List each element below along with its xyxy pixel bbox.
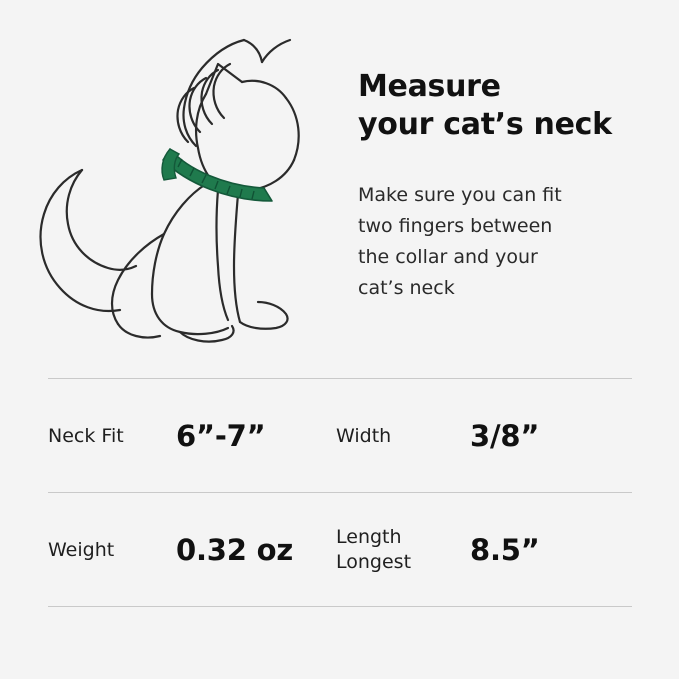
page-title: [358, 68, 668, 144]
neck-fit-value: 6”-7”: [176, 418, 266, 453]
spec-row-1: [48, 379, 632, 492]
cat-illustration: [10, 18, 340, 358]
neck-fit-label-cell: [48, 424, 176, 448]
width-value: 3/8”: [470, 418, 540, 453]
divider-bottom: [48, 606, 632, 607]
hand-illustration: [177, 40, 290, 146]
instruction-text: [358, 180, 658, 304]
width-value-cell: [470, 419, 620, 453]
headline-line-1: Measure: [358, 69, 501, 104]
weight-label-cell: [48, 538, 176, 562]
weight-label: Weight: [48, 538, 115, 561]
instruction-line-1: Make sure you can fit: [358, 184, 562, 206]
weight-value-cell: [176, 533, 336, 567]
neck-fit-value-cell: [176, 419, 336, 453]
length-value-cell: [470, 533, 620, 567]
instruction-line-3: the collar and your: [358, 246, 538, 268]
instruction-line-4: cat’s neck: [358, 277, 455, 299]
width-label-cell: [336, 424, 470, 448]
width-label: Width: [336, 424, 392, 447]
length-label-line-2: Longest: [336, 550, 412, 573]
length-value: 8.5”: [470, 532, 540, 567]
length-label: [336, 525, 411, 575]
neck-fit-label: Neck Fit: [48, 424, 124, 447]
length-label-line-1: Length: [336, 525, 402, 548]
cat-line-drawing-svg: [10, 18, 340, 358]
instruction-line-2: two fingers between: [358, 215, 553, 237]
length-label-cell: [336, 525, 470, 575]
headline-line-2: your cat’s neck: [358, 107, 612, 142]
spec-table: [48, 378, 632, 607]
weight-value: 0.32 oz: [176, 532, 294, 567]
spec-row-2: [48, 493, 632, 606]
